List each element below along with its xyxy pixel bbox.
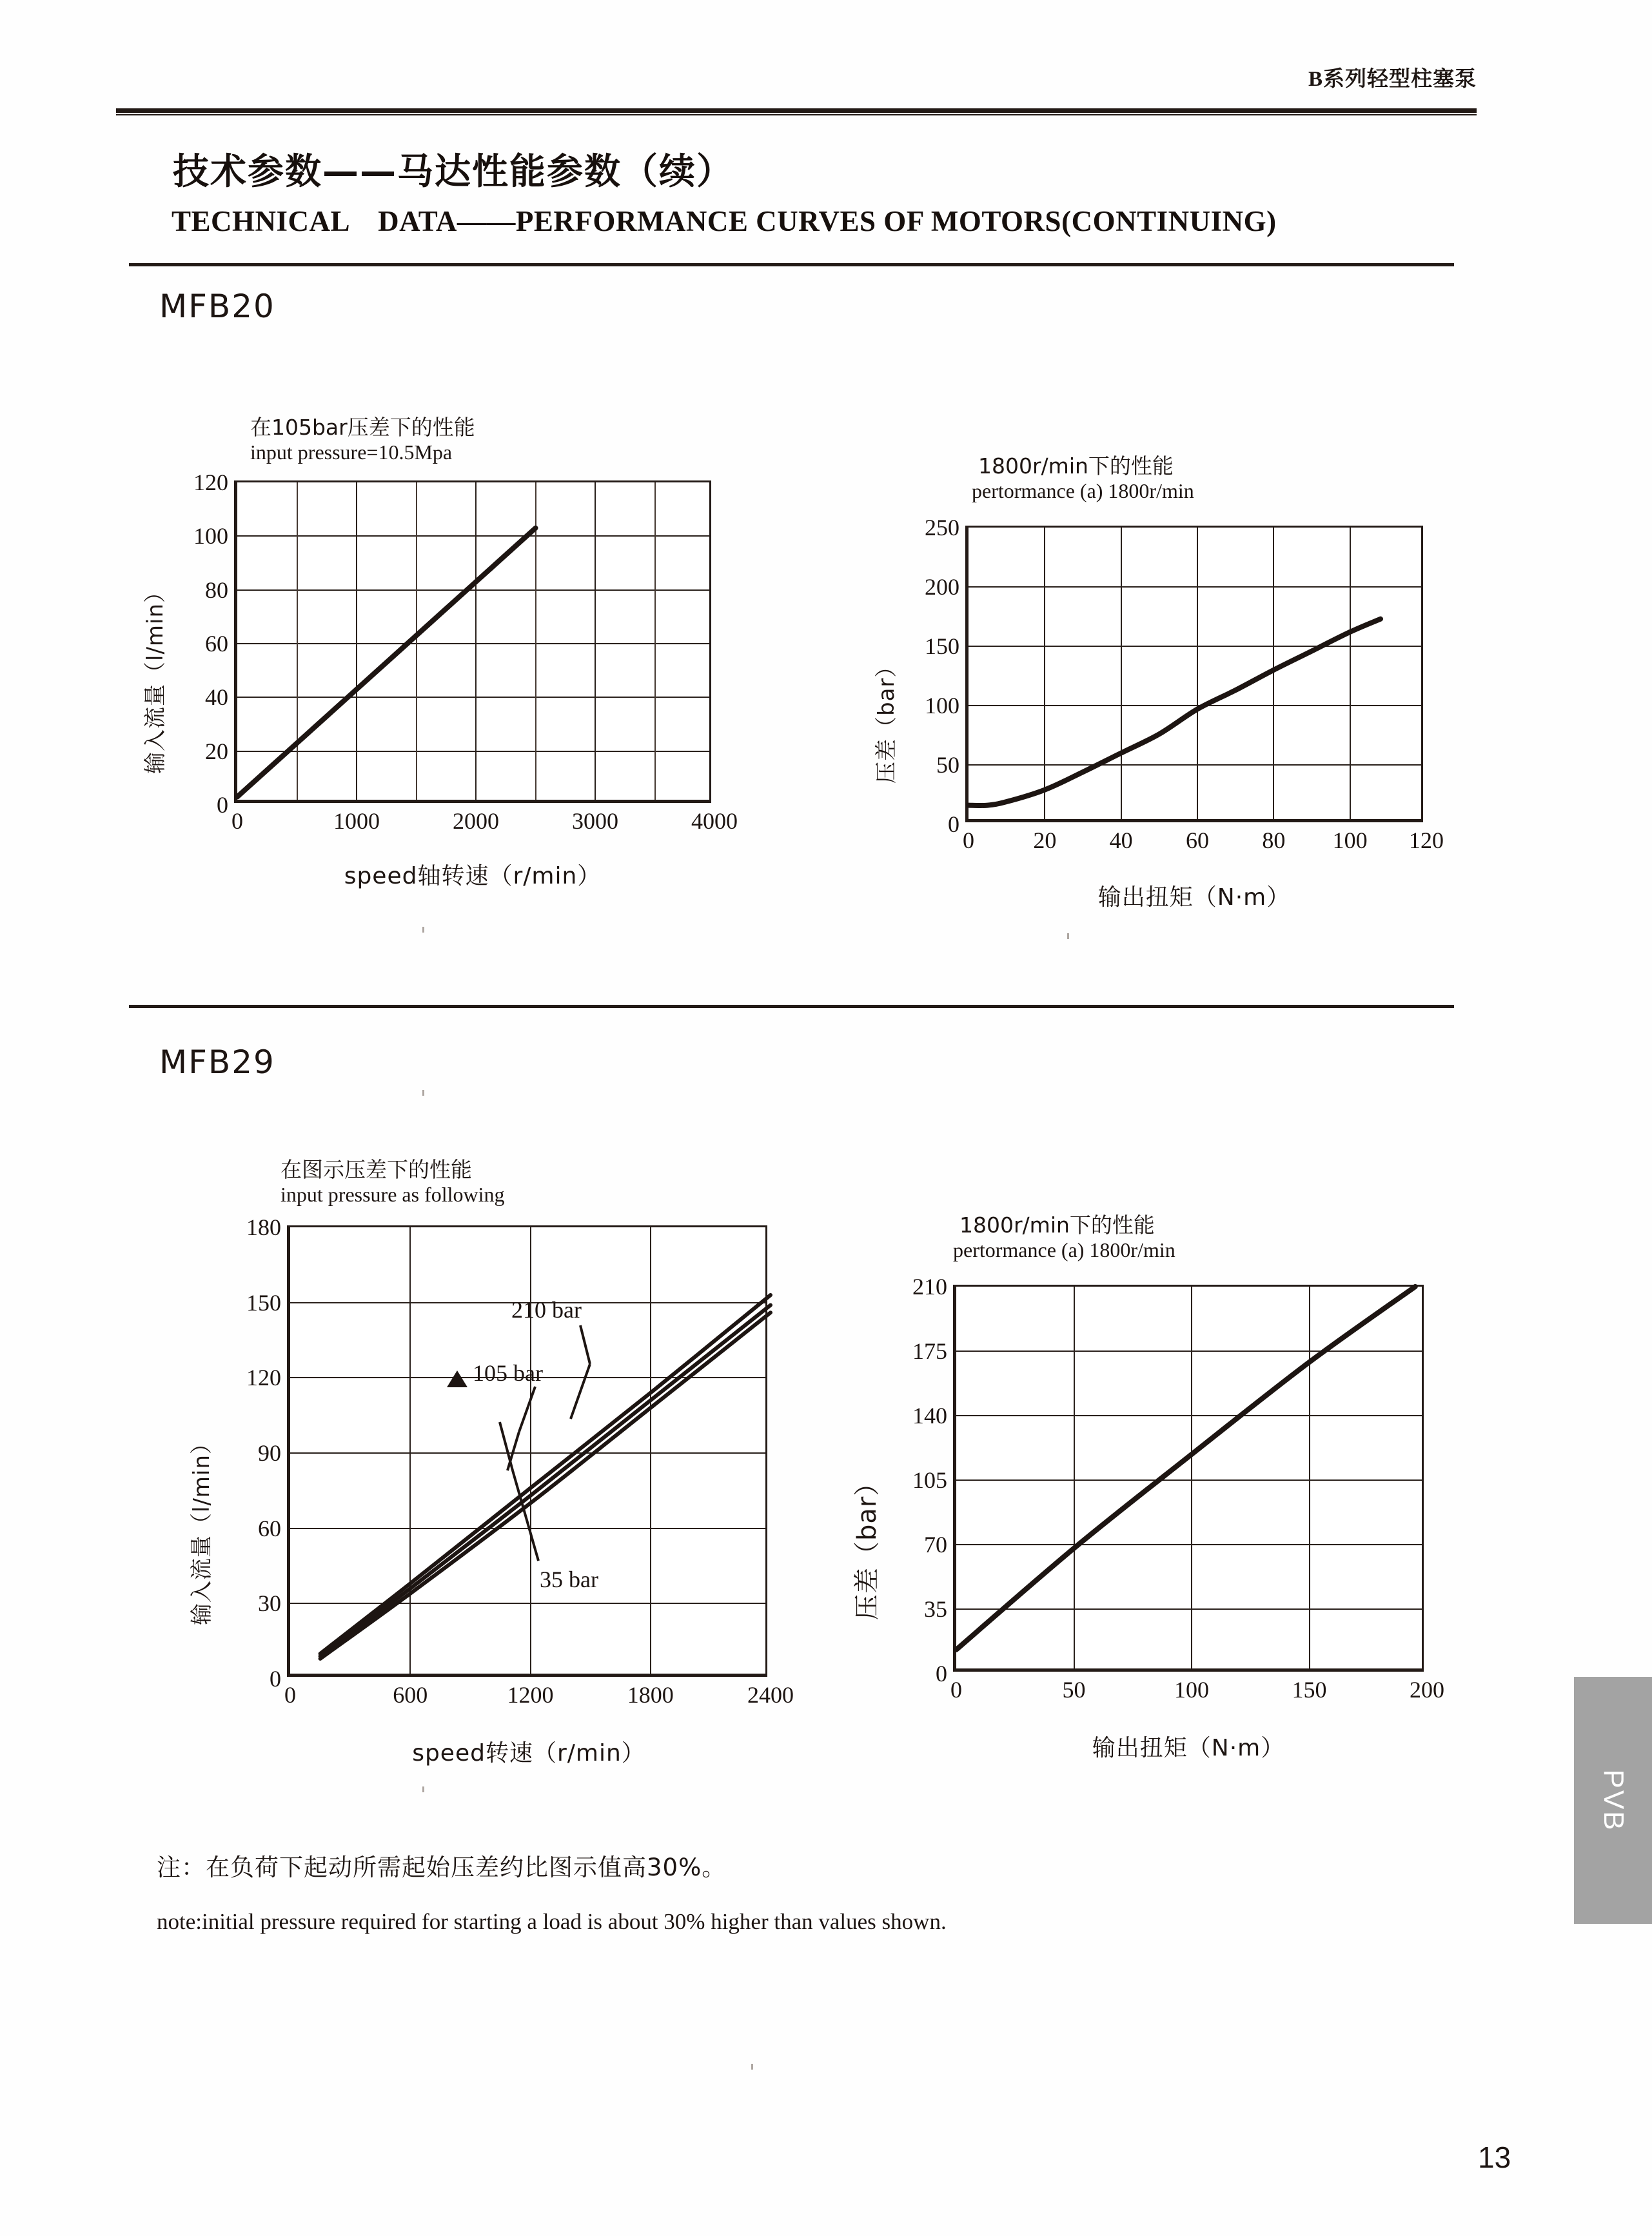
y-axis-label: 输入流量（l/min） <box>143 580 168 774</box>
side-tab-pvb <box>1574 1677 1652 1924</box>
data-curves <box>969 528 1426 824</box>
y-axis-tick-label: 60 <box>205 631 228 657</box>
y-axis-tick-label: 50 <box>936 752 959 778</box>
y-axis-tick-label: 120 <box>246 1365 281 1391</box>
x-axis-tick-label: 60 <box>1186 827 1209 853</box>
y-axis-label: 压差（bar） <box>874 655 900 784</box>
x-axis-tick-label: 150 <box>1292 1677 1327 1703</box>
y-axis-tick-label: 120 <box>193 470 228 495</box>
plot-area <box>912 1274 1444 1703</box>
y-axis-label: 输入流量（l/min） <box>189 1431 215 1625</box>
chart-title-en: input pressure=10.5Mpa <box>250 440 453 464</box>
data-curves <box>237 482 714 805</box>
y-axis-tick-label: 140 <box>912 1403 947 1429</box>
x-axis-tick-label: 120 <box>1409 827 1444 853</box>
x-axis-tick-label: 80 <box>1262 827 1286 853</box>
x-axis-tick-label: 50 <box>1062 1677 1086 1703</box>
annotation-105bar: 105 bar <box>473 1360 543 1386</box>
x-axis-tick-label: 600 <box>393 1682 428 1708</box>
x-axis-tick-label: 0 <box>963 827 974 853</box>
y-axis-tick-label: 60 <box>258 1515 281 1541</box>
chart-title-en: input pressure as following <box>280 1183 505 1206</box>
x-axis-tick-label: 100 <box>1332 827 1368 853</box>
x-axis-tick-label: 1200 <box>507 1682 554 1708</box>
y-axis-tick-label: 70 <box>924 1532 947 1558</box>
x-axis-tick-label: 40 <box>1109 827 1133 853</box>
y-axis-tick-label: 90 <box>258 1440 281 1466</box>
annotation-210bar: 210 bar <box>511 1297 582 1323</box>
x-axis-tick-label: 0 <box>950 1677 962 1703</box>
scan-speck <box>422 927 424 933</box>
y-axis-tick-label: 105 <box>912 1467 947 1493</box>
y-axis-tick-label: 0 <box>936 1661 947 1687</box>
x-axis-tick-label: 1000 <box>333 808 380 834</box>
data-series-1800-r-min <box>956 1287 1415 1650</box>
y-axis-tick-label: 210 <box>912 1274 947 1300</box>
x-axis-label: 输出扭矩（N·m） <box>1092 1735 1285 1761</box>
scan-speck <box>422 1786 424 1792</box>
y-axis-tick-label: 175 <box>912 1338 947 1364</box>
y-axis-tick-label: 200 <box>925 574 959 600</box>
side-tab-label: PVB <box>1597 1768 1629 1832</box>
x-axis-label: 输出扭矩（N·m） <box>1097 884 1291 911</box>
y-axis-tick-label: 20 <box>205 738 228 764</box>
y-axis-tick-label: 180 <box>246 1214 281 1240</box>
x-axis-label: speed轴转速（r/min） <box>344 863 602 889</box>
y-axis-tick-label: 250 <box>925 515 959 540</box>
note-english: note:initial pressure required for starting a load is about 30% higher than values shown. <box>157 1909 947 1934</box>
chart-mfb29-pressure-torque <box>852 1212 1444 1761</box>
chart-title-cn: 1800r/min下的性能 <box>959 1212 1155 1238</box>
data-curves <box>956 1287 1427 1674</box>
chart-mfb20-pressure-torque <box>874 453 1444 911</box>
y-axis-tick-label: 100 <box>925 693 959 718</box>
plot-area <box>925 515 1444 853</box>
x-axis-label: speed转速（r/min） <box>412 1740 645 1766</box>
header-rule <box>116 108 1477 113</box>
section-divider <box>129 1005 1454 1008</box>
x-axis-tick-label: 3000 <box>572 808 618 834</box>
scan-speck <box>1067 933 1069 939</box>
chart-title-cn: 1800r/min下的性能 <box>978 453 1174 479</box>
scan-speck <box>422 1090 424 1096</box>
chart-title-cn: 在105bar压差下的性能 <box>250 415 475 440</box>
x-axis-tick-label: 100 <box>1174 1677 1209 1703</box>
chart-mfb29-flow-speed <box>189 1157 794 1766</box>
y-axis-tick-label: 80 <box>205 577 228 603</box>
y-axis-tick-label: 150 <box>246 1289 281 1316</box>
y-axis-tick-label: 30 <box>258 1590 281 1617</box>
note-chinese: 注：在负荷下起动所需起始压差约比图示值高30%。 <box>157 1854 727 1881</box>
y-axis-tick-label: 0 <box>270 1666 281 1692</box>
page-title-chinese: 技术参数——马达性能参数（续） <box>173 151 734 193</box>
title-divider <box>129 263 1454 266</box>
chart-title-en: pertormance (a) 1800r/min <box>972 479 1194 502</box>
chart-title-en: pertormance (a) 1800r/min <box>953 1238 1175 1261</box>
x-axis-tick-label: 1800 <box>627 1682 674 1708</box>
scan-speck <box>751 2064 753 2070</box>
x-axis-tick-label: 0 <box>231 808 243 834</box>
y-axis-tick-label: 0 <box>948 811 959 837</box>
x-axis-tick-label: 2000 <box>453 808 499 834</box>
x-axis-tick-label: 20 <box>1033 827 1057 853</box>
y-axis-tick-label: 150 <box>925 633 959 659</box>
annotation-leader-lines <box>287 1225 767 1677</box>
chart-title-cn: 在图示压差下的性能 <box>280 1157 472 1182</box>
data-series-1800-r-min <box>969 619 1381 806</box>
y-axis-label: 压差（bar） <box>852 1469 882 1620</box>
y-axis-tick-label: 35 <box>924 1596 947 1622</box>
annotation-35bar: 35 bar <box>540 1567 598 1592</box>
chart-mfb20-flow-speed <box>143 415 738 889</box>
x-axis-tick-label: 0 <box>284 1682 296 1708</box>
plot-area <box>193 470 738 834</box>
section-heading-mfb20: MFB20 <box>159 288 275 325</box>
x-axis-tick-label: 4000 <box>691 808 738 834</box>
x-axis-tick-label: 200 <box>1410 1677 1444 1703</box>
y-axis-tick-label: 40 <box>205 684 228 711</box>
x-axis-tick-label: 2400 <box>747 1682 794 1708</box>
y-axis-tick-label: 100 <box>193 523 228 549</box>
data-series-105-bar <box>237 528 536 797</box>
page-number: 13 <box>1478 2141 1511 2174</box>
page-title-english: TECHNICAL DATA——PERFORMANCE CURVES OF MOTORS(CONTINUING) <box>172 205 1277 237</box>
section-heading-mfb29: MFB29 <box>159 1044 275 1081</box>
y-axis-tick-label: 0 <box>217 792 228 818</box>
header-brand: B系列轻型柱塞泵 <box>1308 68 1477 91</box>
